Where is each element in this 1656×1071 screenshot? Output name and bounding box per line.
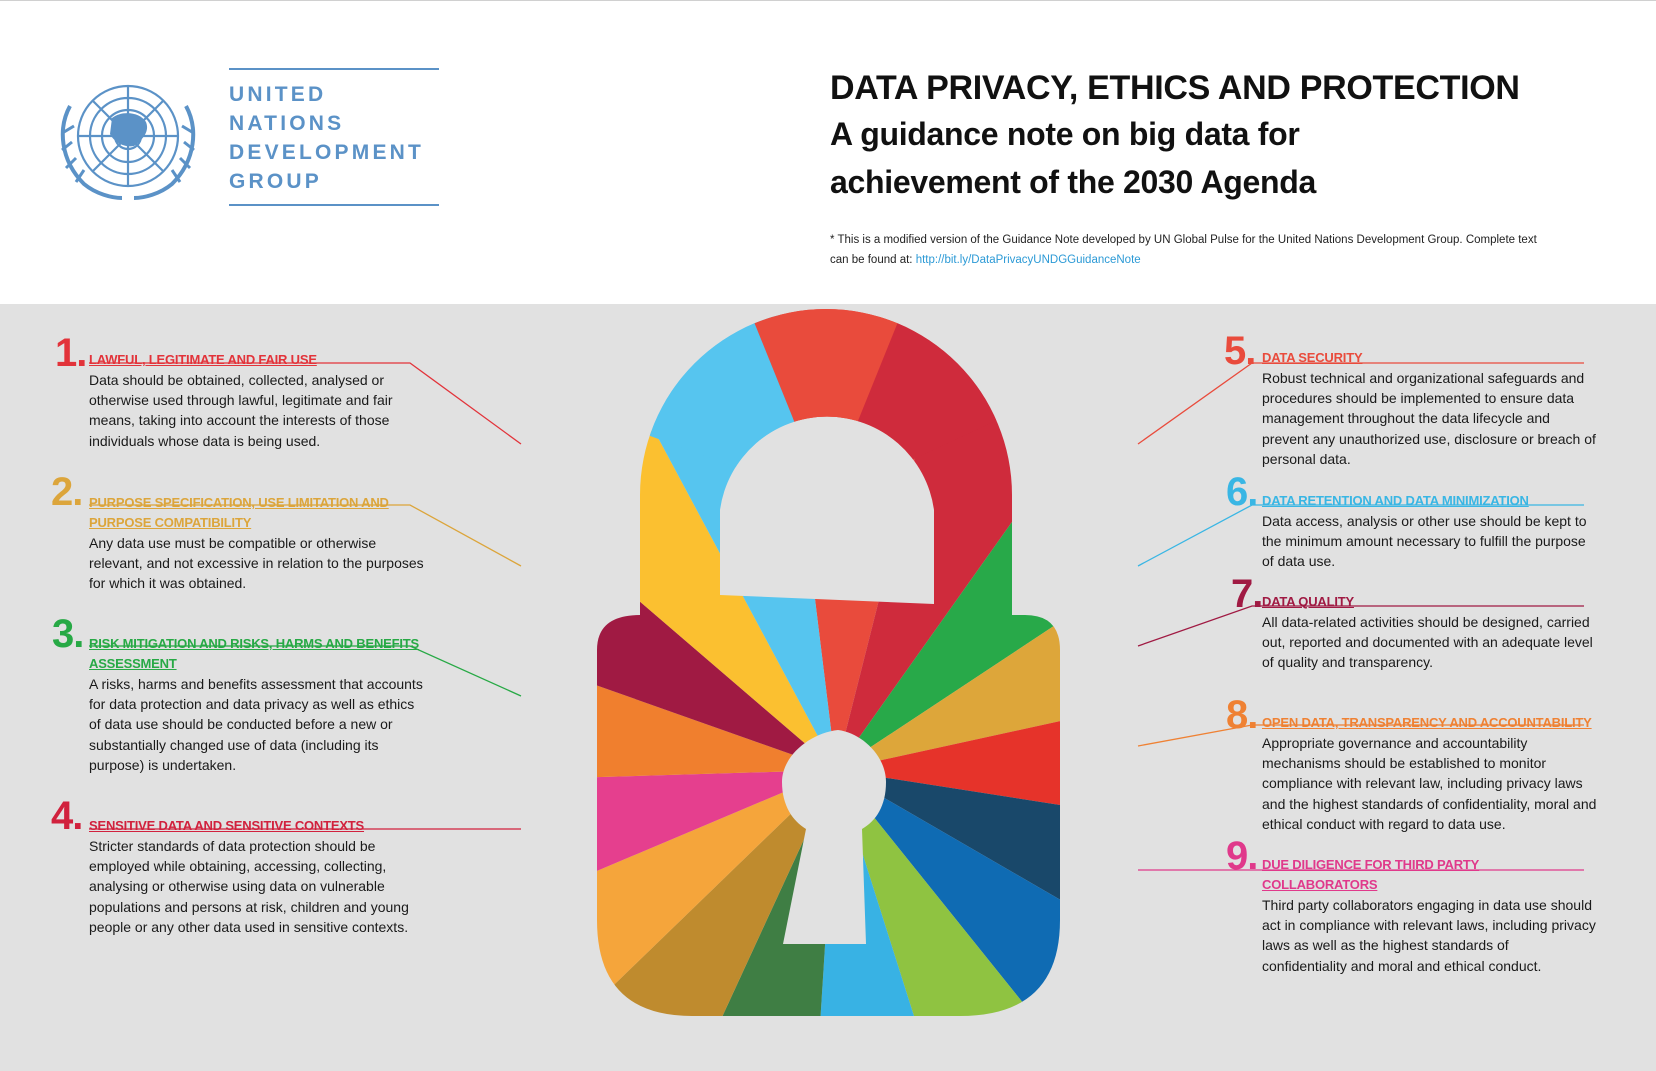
- principle-number: 2.: [51, 470, 83, 514]
- principle-heading: RISK MITIGATION AND RISKS, HARMS AND BENEFITS ASSESSMENT: [89, 636, 419, 671]
- title-line-2: A guidance note on big data for: [830, 116, 1300, 152]
- org-wordmark: [229, 68, 439, 206]
- title-line-1: DATA PRIVACY, ETHICS AND PROTECTION: [830, 69, 1520, 107]
- principle-heading: DUE DILIGENCE FOR THIRD PARTY COLLABORATORS: [1262, 857, 1480, 892]
- principle-body: Data access, analysis or other use should be kept to the minimum amount necessary to fulfill the purpose of data use.: [1262, 513, 1587, 570]
- principle-number: 1.: [55, 331, 87, 375]
- padlock-wedge: [836, 199, 1420, 770]
- principle-heading: DATA QUALITY: [1262, 594, 1354, 609]
- principle-7: [1231, 572, 1597, 673]
- principle-body: All data-related activities should be designed, carried out, reported and documented with an adequate level of quality and transparency.: [1262, 614, 1593, 671]
- org-line-3: DEVELOPMENT: [229, 141, 425, 164]
- principle-4: [51, 794, 424, 937]
- principle-number: 7.: [1231, 572, 1263, 616]
- principle-body: A risks, harms and benefits assessment that accounts for data protection and data privacy as well as ethics of data use should be conducted before a new or substantially changed use of data (including its purpose) is undertaken.: [89, 676, 423, 773]
- org-line-2: NATIONS: [229, 112, 345, 135]
- principle-2: [51, 470, 424, 594]
- page-title: [830, 66, 1630, 206]
- principle-1: [55, 331, 424, 451]
- org-line-1: UNITED: [229, 83, 327, 106]
- principle-6: [1226, 470, 1597, 572]
- principle-heading: PURPOSE SPECIFICATION, USE LIMITATION AND PURPOSE COMPATIBILITY: [89, 495, 389, 530]
- principle-number: 9.: [1226, 834, 1258, 878]
- principle-number: 5.: [1224, 329, 1256, 373]
- principle-heading: SENSITIVE DATA AND SENSITIVE CONTEXTS: [89, 818, 365, 833]
- principle-8: [1226, 693, 1597, 834]
- principle-heading: OPEN DATA, TRANSPARENCY AND ACCOUNTABILITY: [1262, 715, 1592, 730]
- principle-number: 3.: [52, 612, 84, 656]
- principle-heading: DATA RETENTION AND DATA MINIMIZATION: [1262, 493, 1529, 508]
- principle-body: Any data use must be compatible or otherwise relevant, and not excessive in relation to the purposes for which it was obtained.: [89, 535, 424, 592]
- principle-body: Robust technical and organizational safeguards and procedures should be implemented to ensure data management throughout the data lifecycle and prevent any unauthorized use, disclosure or breach of personal data.: [1262, 370, 1596, 467]
- principle-3: [52, 612, 424, 775]
- principle-number: 8.: [1226, 693, 1258, 737]
- source-note: [830, 230, 1550, 270]
- source-note-text: * This is a modified version of the Guidance Note developed by UN Global Pulse for the United Nations Development Group. Complete text can be found at:: [830, 234, 1537, 266]
- principle-heading: LAWFUL, LEGITIMATE AND FAIR USE: [89, 352, 317, 367]
- principle-body: Stricter standards of data protection should be employed while obtaining, accessing, collecting, analysing or otherwise using data on vulnerable populations and persons at risk, children and young people or any other data used in sensitive contexts.: [89, 838, 409, 935]
- org-line-4: GROUP: [229, 170, 323, 193]
- principle-number: 6.: [1226, 470, 1258, 514]
- principle-body: Third party collaborators engaging in data use should act in compliance with relevant laws, including privacy laws as well as the highest standards of confidentiality and moral and ethical conduct.: [1262, 897, 1596, 974]
- principle-number: 4.: [51, 794, 83, 838]
- principle-9: [1226, 834, 1597, 976]
- un-emblem: [62, 86, 194, 198]
- source-link[interactable]: http://bit.ly/DataPrivacyUNDGGuidanceNote: [915, 254, 1141, 266]
- principle-body: Appropriate governance and accountability mechanisms should be established to monitor compliance with relevant law, including privacy laws and the highest standards of confidentiality, moral and ethical conduct with regard to data use.: [1262, 735, 1597, 832]
- principle-body: Data should be obtained, collected, analysed or otherwise used through lawful, legitimate and fair means, taking into account the interests of those individuals whose data is being used.: [89, 372, 393, 449]
- title-line-3: achievement of the 2030 Agenda: [830, 164, 1316, 200]
- principle-heading: DATA SECURITY: [1262, 350, 1363, 365]
- principle-5: [1224, 329, 1597, 469]
